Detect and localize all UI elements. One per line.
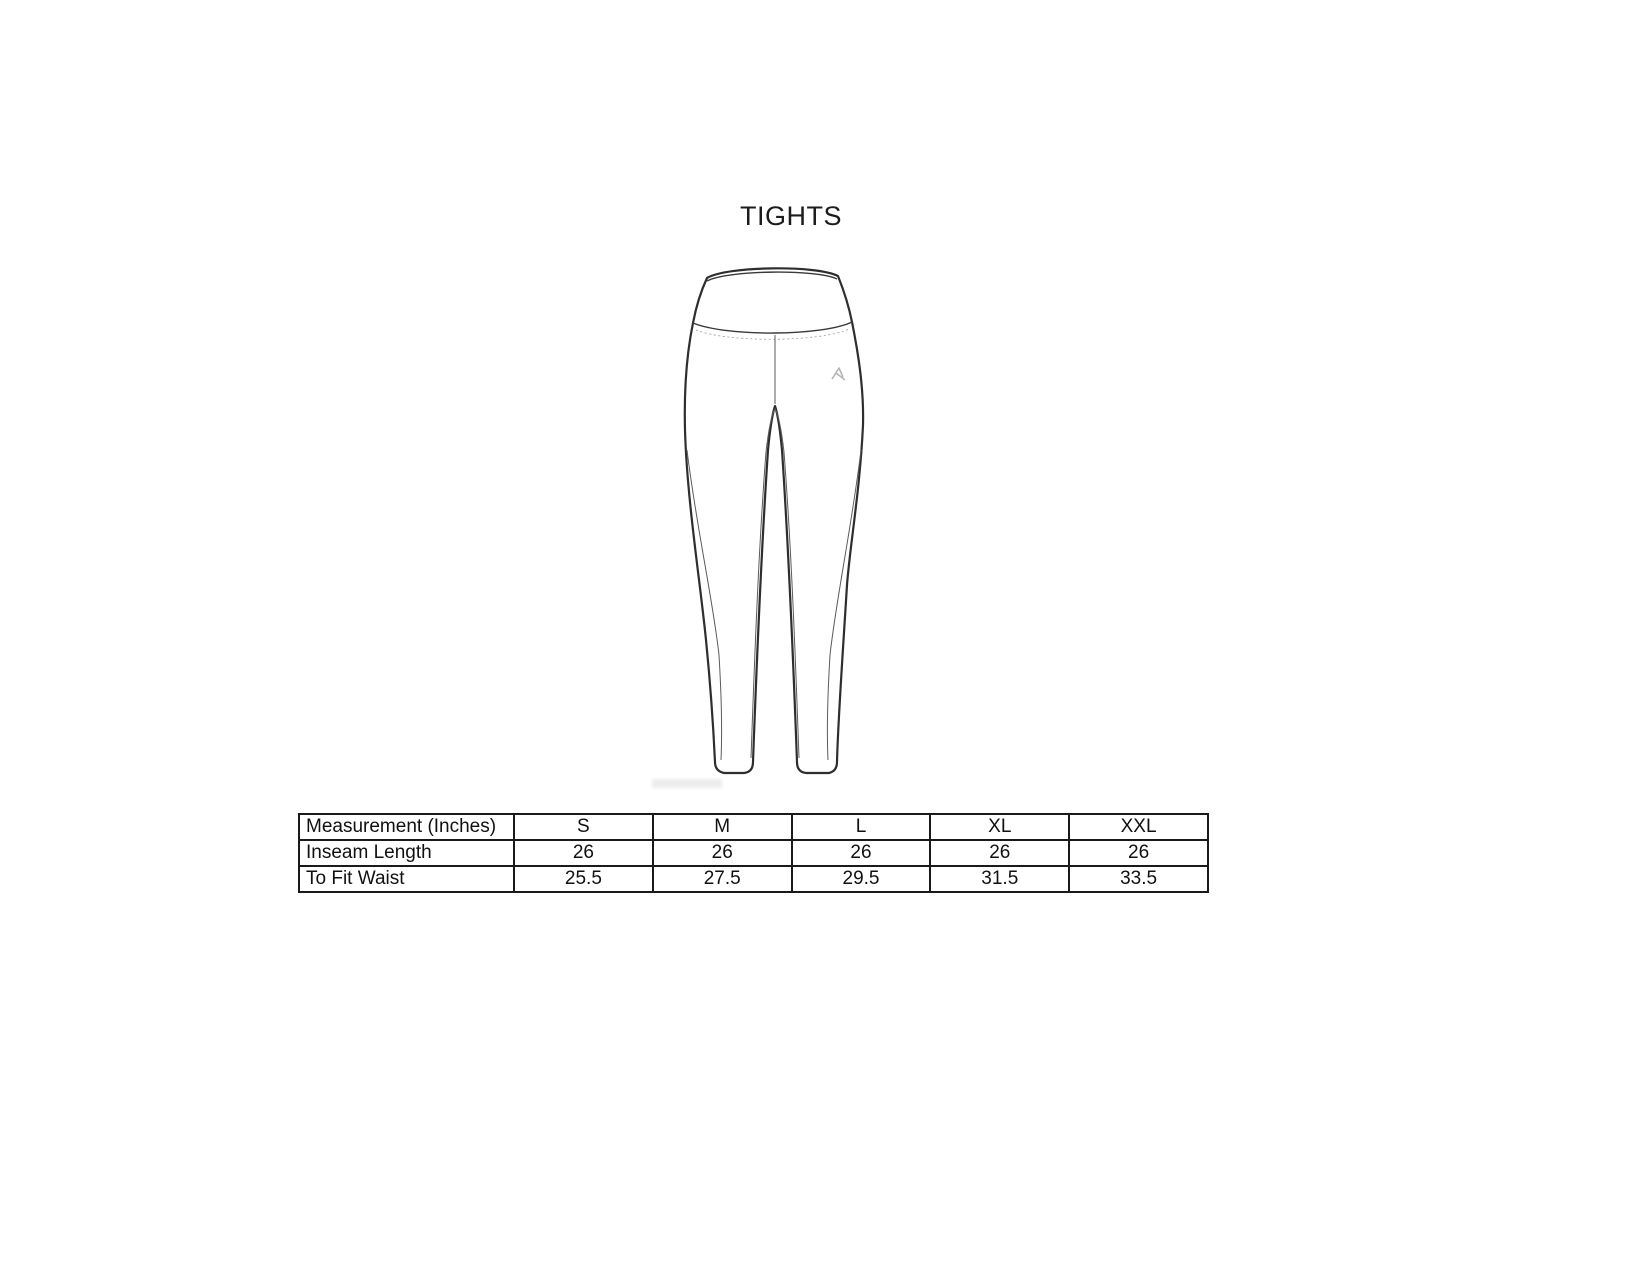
table-cell: 27.5 — [653, 866, 792, 892]
header-size-xl: XL — [930, 814, 1069, 840]
inner-leg-seam — [751, 409, 799, 758]
table-cell: 26 — [930, 840, 1069, 866]
tights-silhouette — [685, 268, 863, 773]
row-label-waist: To Fit Waist — [299, 866, 514, 892]
table-cell: 33.5 — [1069, 866, 1208, 892]
table-cell: 26 — [514, 840, 653, 866]
table-cell: 29.5 — [792, 866, 931, 892]
header-size-l: L — [792, 814, 931, 840]
size-chart-table — [298, 813, 1209, 893]
table-cell: 26 — [1069, 840, 1208, 866]
table-cell: 26 — [792, 840, 931, 866]
header-size-m: M — [653, 814, 792, 840]
faint-watermark — [652, 779, 722, 788]
waistband-bottom-seam — [693, 322, 852, 333]
brand-logo-mark — [832, 368, 845, 380]
table-cell: 31.5 — [930, 866, 1069, 892]
table-cell: 26 — [653, 840, 792, 866]
table-row-inseam — [299, 840, 1208, 866]
waistband-stitch-line — [696, 329, 849, 339]
header-size-s: S — [514, 814, 653, 840]
page-title: TIGHTS — [740, 201, 842, 231]
table-row-waist — [299, 866, 1208, 892]
waistband-top-seam — [707, 272, 837, 281]
header-measurement: Measurement (Inches) — [299, 814, 514, 840]
table-cell: 25.5 — [514, 866, 653, 892]
header-size-xxl: XXL — [1069, 814, 1208, 840]
tights-line-drawing — [640, 245, 910, 790]
size-chart-header-row — [299, 814, 1208, 840]
row-label-inseam: Inseam Length — [299, 840, 514, 866]
left-outer-seam — [687, 450, 722, 760]
